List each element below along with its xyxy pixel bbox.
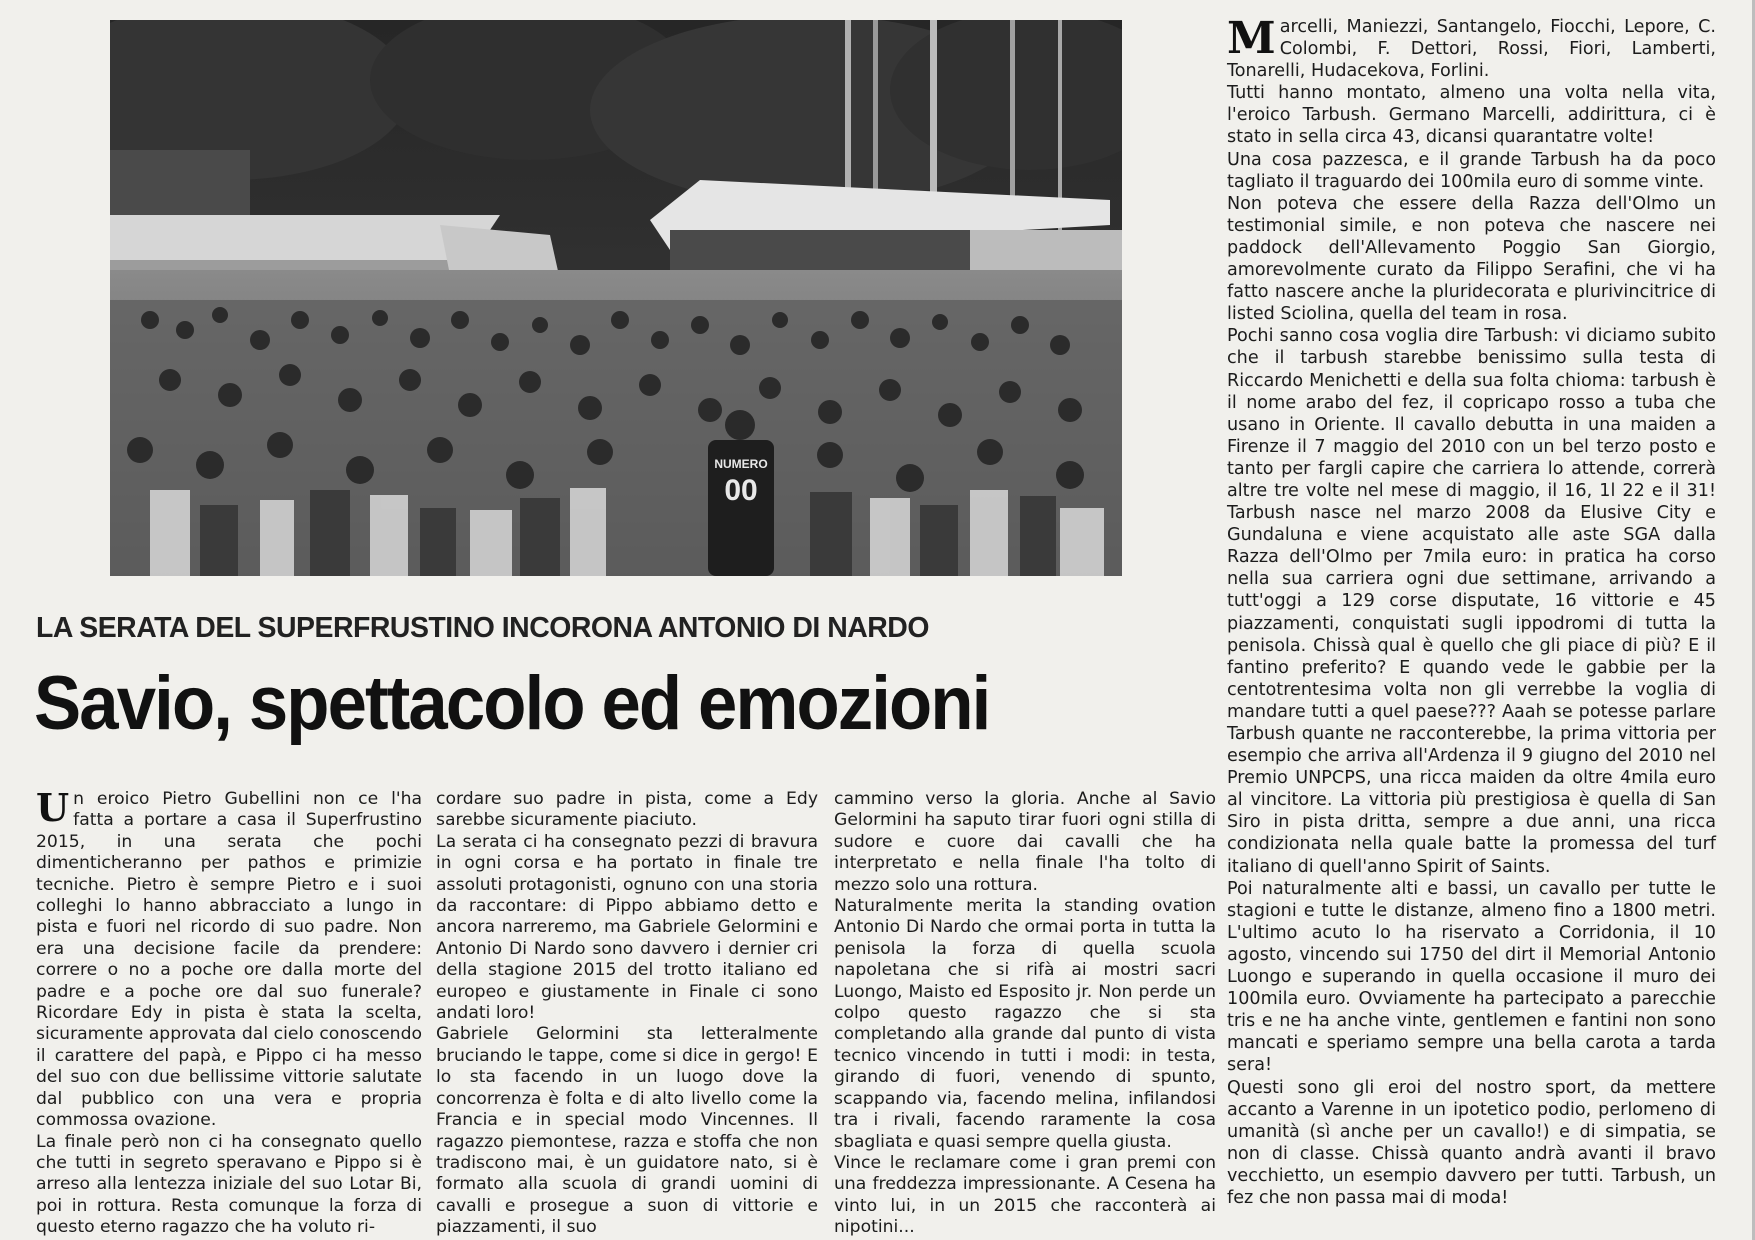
column-4-paragraph-2: Tutti hanno montato, almeno una volta nella vita, l'eroico Tarbush. Germano Marcelli, addirittura, ci è stato in sella circa 43, dicansi quarantatre volte!: [1227, 83, 1716, 148]
column-4-paragraph-4: Non poteva che essere della Razza dell'Olmo un testimonial simile, e non poteva che nascere nei paddock dell'Allevamento Poggio San Giorgio, amorevolmente curato da Filippo Serafini, che vi ha fatto nascere anche la pluridecorata e plurivincitrice di listed Sciolina, quella del team in rosa.: [1227, 193, 1716, 325]
crowd-photo-illustration: [110, 20, 1122, 576]
column-4-paragraph-3: Una cosa pazzesca, e il grande Tarbush ha da poco tagliato il traguardo dei 100mila euro di somme vinte.: [1227, 149, 1716, 192]
column-4-paragraph-1: [1227, 13, 1716, 82]
column-2-paragraph-3: Gabriele Gelormini sta letteralmente bruciando le tappe, come si dice in gergo! E lo sta facendo in un luogo dove la concorrenza è folta e di alto livello come la Francia e in special modo Vincennes. Il ragazzo piemontese, razza e stoffa che non tradiscono mai, è un guidatore nato, si è formato alla scuola di grandi uomini di cavalli e prosegue a suon di vittorie e piazzamenti, il suo: [436, 1024, 818, 1238]
article-column-4: [1227, 13, 1716, 1209]
column-4-paragraph-5: Pochi sanno cosa voglia dire Tarbush: vi diciamo subito che il tarbush starebbe benissimo sulla testa di Riccardo Menichetti e della sua folta chioma: tarbush è il nome arabo del fez, il copricapo rosso a tuba che usano in Oriente. Il cavallo debutta in una maiden a Firenze il 7 maggio del 2010 con un bel terzo posto e tanto per fargli capire che carriera lo attende, correrà altre tre volte nel mese di maggio, il 16, 1l 22 e il 31! Tarbush nasce nel marzo 2008 da Elusive City e Gundaluna e viene acquistato alle aste SGA dalla Razza dell'Olmo per 7mila euro: in pratica ha corso nella sua carriera ogni due settimane, arrivando a tutt'oggi a 129 corse disputate, 16 vittorie e 45 piazzamenti, conquistati sugli ippodromi di tutta la penisola. Chissà qual è quello che gli piace di più? E il fantino preferito? E quando vede le gabbie per la centotrentesima volta non gli verrebbe la voglia di mandare tutti a quel paese??? Aaah se potesse parlare Tarbush quante ne racconterebbe, la prima vittoria per esempio che arriva all'Ardenza il 9 giugno del 2010 nel Premio UNPCPS, una ricca maiden da oltre 4mila euro al vincitore. La vittoria più prestigiosa è quella di San Siro in pista dritta, sempre a due anni, una ricca condizionata nella quale batte la promessa del turf italiano di quell'anno Spirit of Saints.: [1227, 326, 1716, 877]
column-3-paragraph-2: Naturalmente merita la standing ovation Antonio Di Nardo che ormai porta in tutta la penisola la forza di quella scuola napoletana che si rifà ai mostri sacri Luongo, Maisto ed Esposito jr. Non perde un colpo questo ragazzo che si sta completando alla grande dal punto di vista tecnico vincendo in tutti i modi: in testa, girando di fuori, venendo di spunto, scappando via, facendo melina, infilandosi tra i rivali, facendo raramente la cosa sbagliata e quasi sempre quella giusta.: [834, 896, 1216, 1152]
crowd: [110, 300, 1122, 576]
column-4-paragraph-7: Questi sono gli eroi del nostro sport, da mettere accanto a Varenne in un ipotetico podio, perlomeno di umanità (sì anche per un cavallo!) e di simpatia, se non di classe. Chissà quanto andrà avanti il bravo vecchietto, un esempio davvero per tutti. Tarbush, un fez che non passa mai di moda!: [1227, 1077, 1716, 1208]
crowd-photo: [110, 20, 1122, 576]
article-column-1: [36, 785, 422, 1239]
dropcap: U: [36, 785, 70, 830]
article-headline: Savio, spettacolo ed emozioni: [34, 661, 990, 746]
column-2-paragraph-2: La serata ci ha consegnato pezzi di bravura in ogni corsa e ha portato in finale tre assoluti protagonisti, ognuno con una storia da raccontare: di Pippo abbiamo detto e ancora narreremo, ma Gabriele Gelormini e Antonio Di Nardo sono davvero i dernier cri della stagione 2015 del trotto italiano ed europeo e giustamente in Finale ci sono andati loro!: [436, 831, 818, 1024]
jersey-number: 00: [724, 474, 758, 507]
paragraph-text: arcelli, Maniezzi, Santangelo, Fiocchi, Lepore, C. Colombi, F. Dettori, Rossi, Fiori, Lamberti, Tonarelli, Hudacekova, Forlini.: [1227, 17, 1716, 82]
dropcap: M: [1227, 13, 1276, 64]
column-1-paragraph-2: La finale però non ci ha consegnato quello che tutti in segreto speravano e Pippo si è arreso alla lentezza iniziale del suo Lotar Bi, poi in rottura. Resta comunque la forza di questo eterno ragazzo che ha voluto ri-: [36, 1131, 422, 1238]
column-3-paragraph-1: cammino verso la gloria. Anche al Savio Gelormini ha saputo tirar fuori ogni stilla di sudore e cuore dai cavalli che ha interpretato e nella finale l'ha tolto di mezzo solo una rottura.: [834, 789, 1216, 895]
article-column-2: [436, 789, 818, 1239]
article-column-3: [834, 789, 1216, 1239]
article-kicker: LA SERATA DEL SUPERFRUSTINO INCORONA ANTONIO DI NARDO: [36, 612, 929, 644]
column-1-paragraph-1: [36, 785, 422, 1132]
column-2-paragraph-1: cordare suo padre in pista, come a Edy sarebbe sicuramente piaciuto.: [436, 789, 818, 831]
column-3-paragraph-3: Vince le reclamare come i gran premi con una freddezza impressionante. A Cesena ha vinto lui, in un 2015 che racconterà ai nipotini...: [834, 1152, 1216, 1238]
column-4-paragraph-6: Poi naturalmente alti e bassi, un cavallo per tutte le stagioni e tutte le distanze, almeno fino a 1800 metri. L'ultimo acuto lo ha riservato a Corridonia, il 10 agosto, vincendo sui 1750 del dirt il Memorial Antonio Luongo e superando in quella occasione il muro dei 100mila euro. Ovviamente ha partecipato a parecchie tris e ne ha anche vinte, gentlemen e fantini non sono mancati e speriamo sempre una bella carota a tarda sera!: [1227, 878, 1716, 1076]
paragraph-text: n eroico Pietro Gubellini non ce l'ha fatta a portare a casa il Superfrustino 2015, in una serata che pochi dimenticheranno per pathos e primizie tecniche. Pietro è sempre Pietro e i suoi colleghi lo hanno abbracciato a lungo in pista e fuori nel ricordo di suo padre. Non era una decisione facile da prendere: correre o no a poche ore dalla morte del padre e a poche ore dal suo funerale? Ricordare Edy in pista è stata la scelta, sicuramente approvata dal cielo conoscendo il carattere del papà, e Pippo ci ha messo del suo con due bellissime vittorie salutate dal pubblico con una vera e propria commossa ovazione.: [36, 789, 422, 1131]
jersey-text: NUMERO: [714, 457, 768, 471]
